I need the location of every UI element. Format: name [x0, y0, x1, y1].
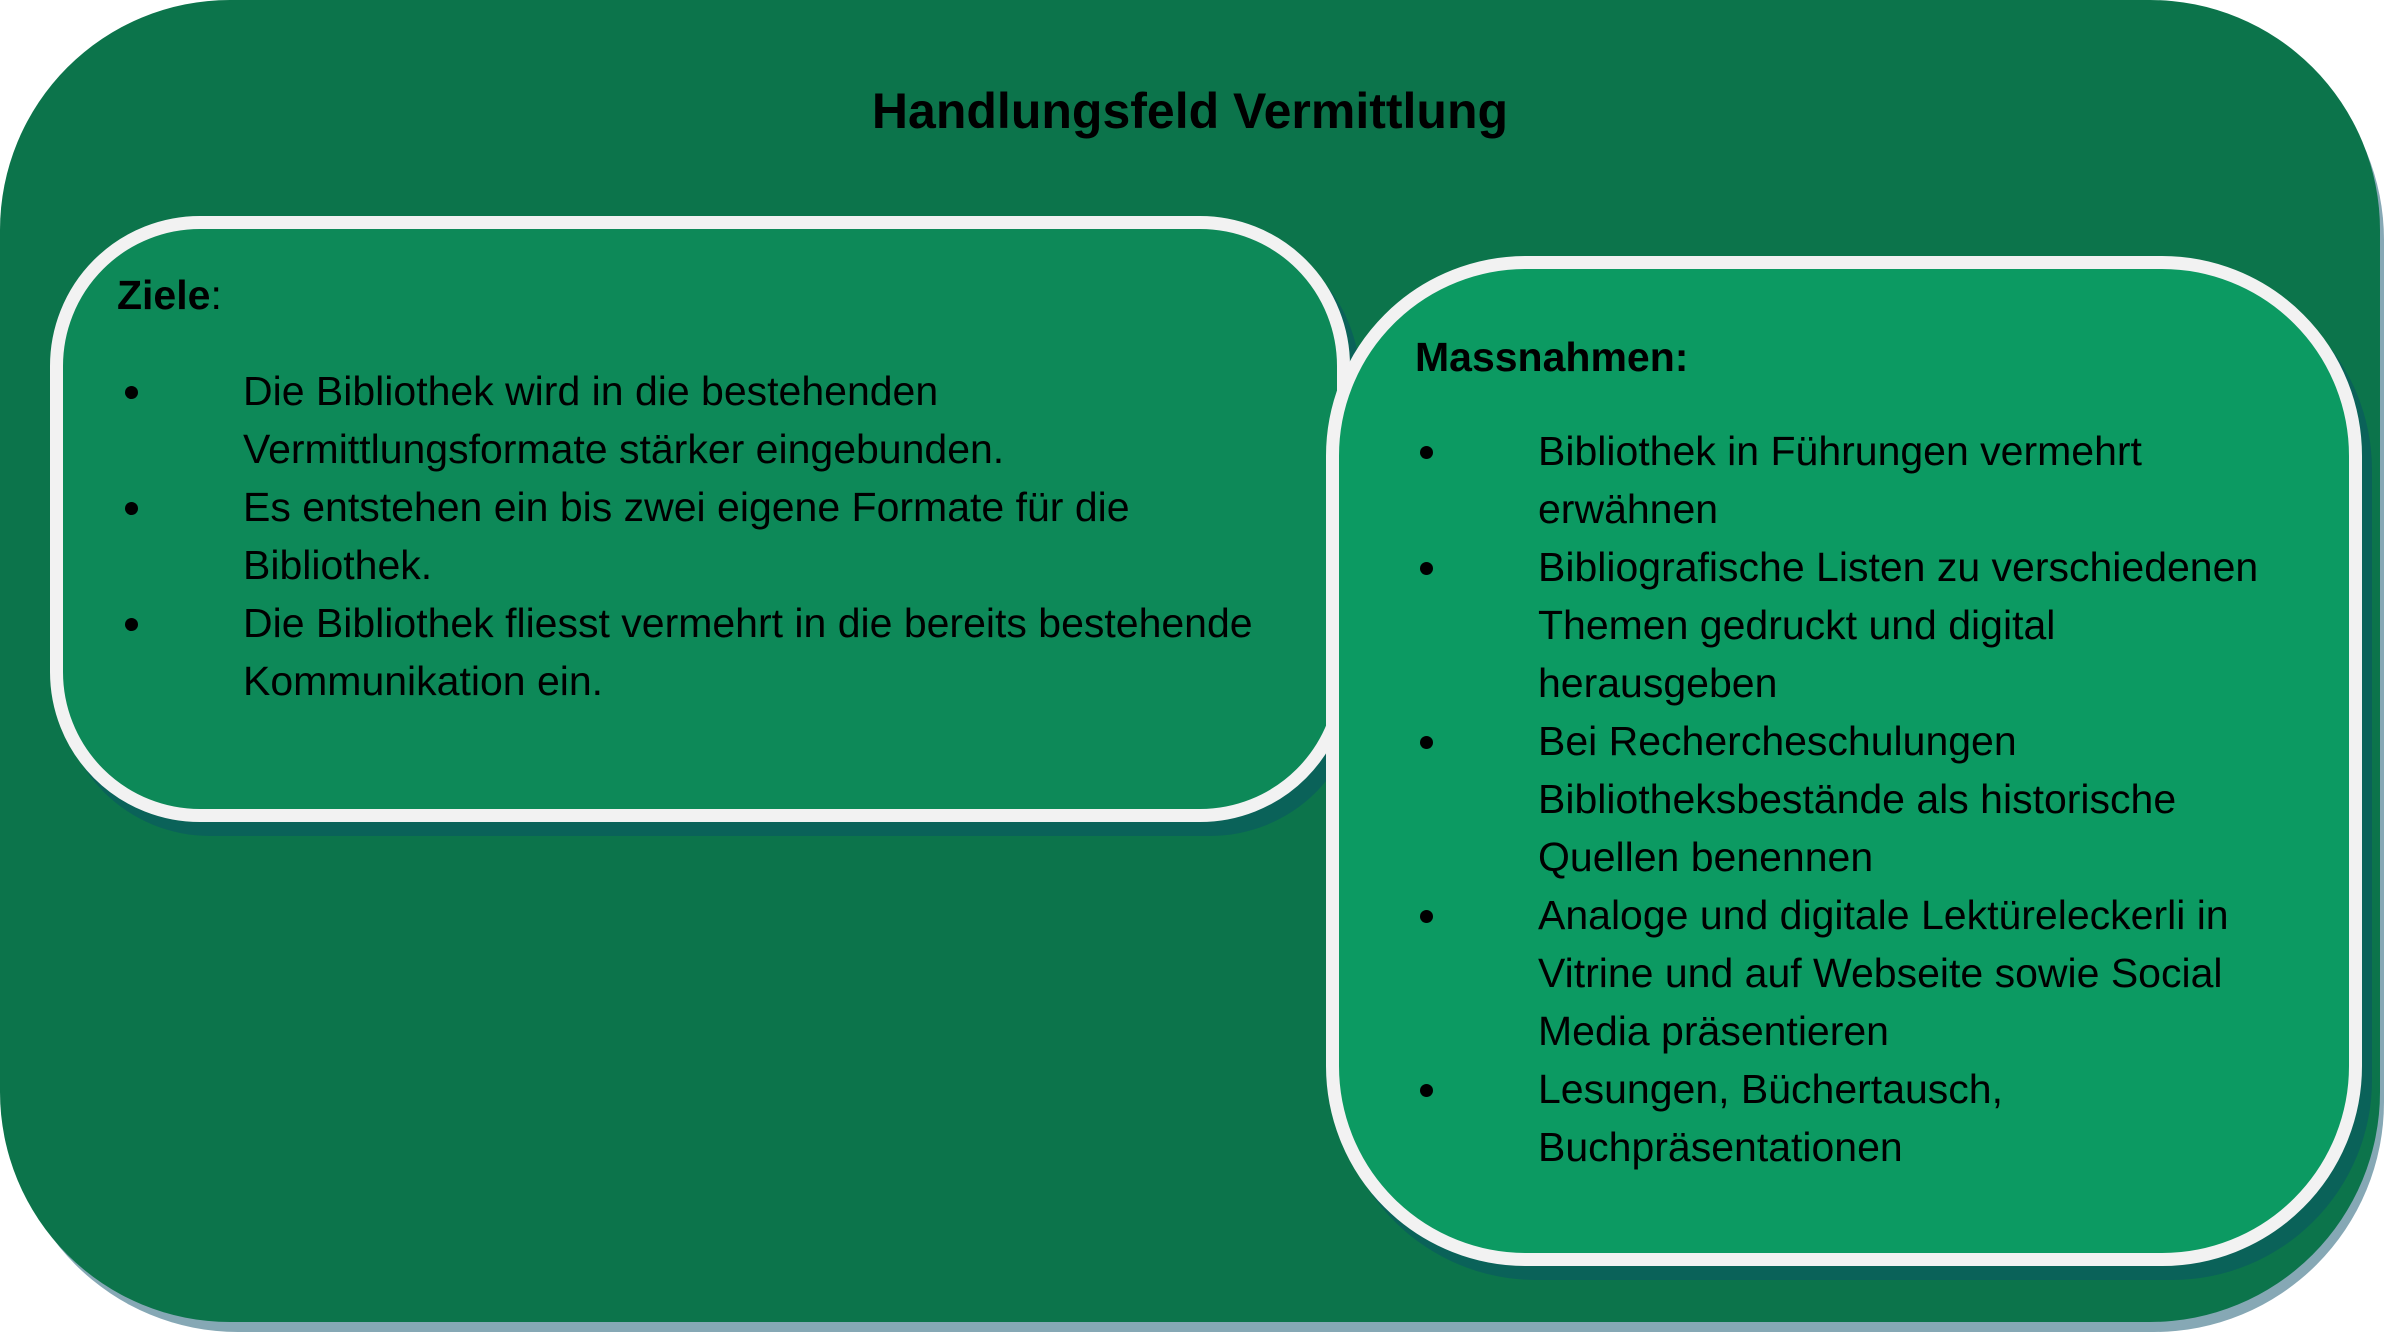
list-item [243, 478, 1263, 594]
massnahmen-list [1538, 422, 2278, 1176]
item-text: Bei Rechercheschulungen Bibliotheksbestände als historische Quellen benennen [1538, 718, 2177, 880]
bullet-icon [1420, 562, 1433, 575]
item-text: Bibliografische Listen zu verschiedenen Themen gedruckt und digital herausgeben [1538, 544, 2259, 706]
bullet-icon [1420, 736, 1433, 749]
item-text: Die Bibliothek fliesst vermehrt in die bereits bestehende Kommunikation ein. [243, 600, 1253, 704]
list-item [243, 362, 1263, 478]
bullet-icon [125, 386, 138, 399]
ziele-heading [117, 272, 222, 319]
list-item [1538, 422, 2278, 538]
item-text: Lesungen, Büchertausch, Buchpräsentationen [1538, 1066, 2003, 1170]
list-item [1538, 712, 2278, 886]
list-item [1538, 886, 2278, 1060]
page-title: Handlungsfeld Vermittlung [871, 83, 1509, 139]
list-item [1538, 1060, 2278, 1176]
massnahmen-heading: Massnahmen: [1415, 334, 1689, 380]
bullet-icon [125, 618, 138, 631]
ziele-colon: : [210, 272, 222, 318]
bullet-icon [125, 502, 138, 515]
item-text: Die Bibliothek wird in die bestehenden Vermittlungsformate stärker eingebunden. [243, 368, 1005, 472]
item-text: Analoge und digitale Lektüreleckerli in Vitrine und auf Webseite sowie Social Media präsentieren [1538, 892, 2229, 1054]
ziele-list [243, 362, 1263, 710]
item-text: Bibliothek in Führungen vermehrt erwähnen [1538, 428, 2142, 532]
bullet-icon [1420, 910, 1433, 923]
list-item [1538, 538, 2278, 712]
bullet-icon [1420, 446, 1433, 459]
list-item [243, 594, 1263, 710]
item-text: Es entstehen ein bis zwei eigene Formate für die Bibliothek. [243, 484, 1130, 588]
ziele-label: Ziele [117, 272, 211, 318]
bullet-icon [1420, 1084, 1433, 1097]
